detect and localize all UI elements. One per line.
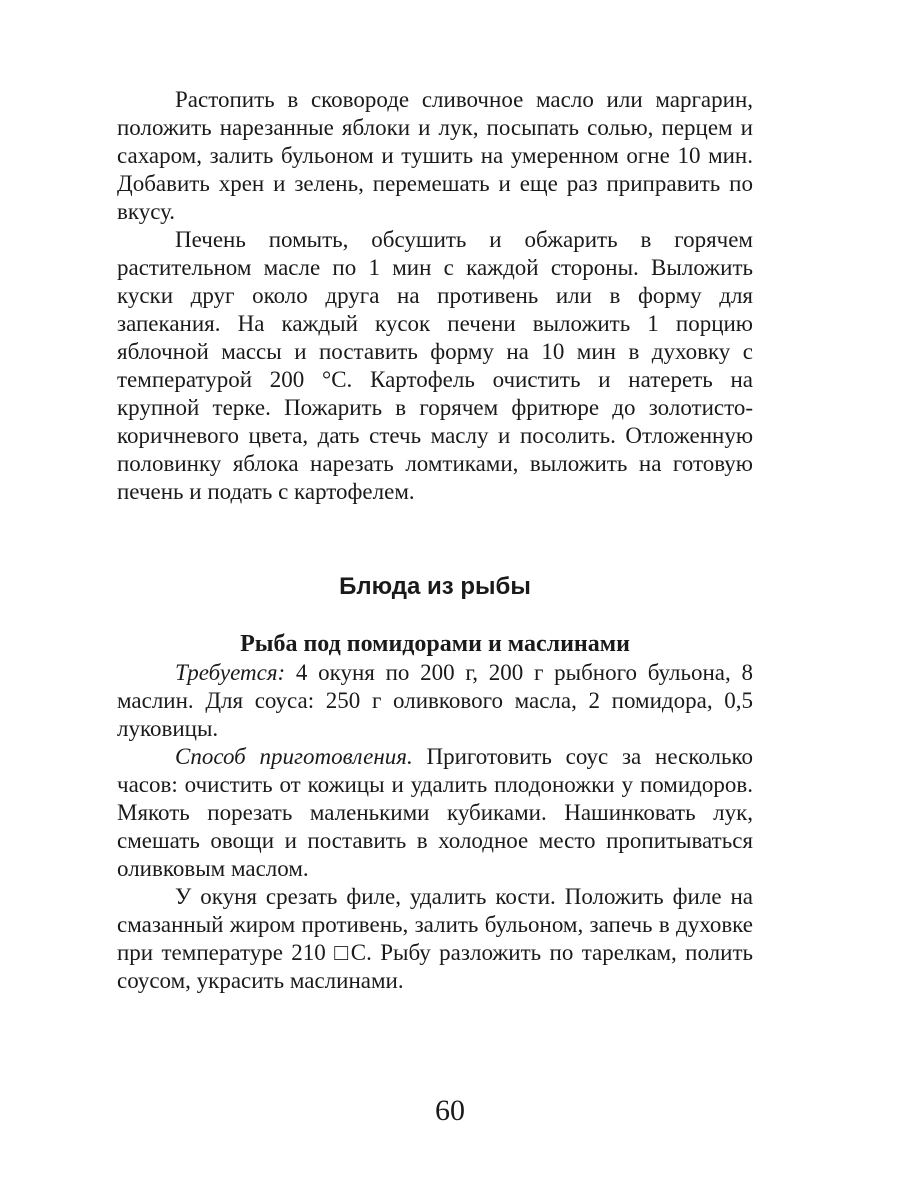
ingredients-label: Требуется: — [175, 660, 286, 685]
ingredients-text: 4 окуня по 200 г, 200 г рыбного бульона, 8 маслин. Для соуса: 250 г оливкового масла, 2 помидора, 0,5 луковицы. — [117, 660, 753, 741]
intro-paragraph-2: Печень помыть, обсушить и обжарить в горячем растительном масле по 1 мин с каждой стороны. Выложить куски друг около друга на противень или в форму для запекания. На каждый кусок печени выложить 1 порцию яблочной массы и поставить форму на 10 мин в духовку с температурой 200 °С. Картофель очистить и натереть на крупной терке. Пожарить в горячем фритюре до золотисто-коричневого цвета, дать стечь маслу и посолить. Отложенную половинку яблока нарезать ломтиками, выложить на готовую печень и подать с картофелем. — [117, 227, 753, 504]
method-label: Способ приготовления. — [175, 744, 413, 769]
ingredients-paragraph — [117, 659, 753, 743]
page-number: 60 — [435, 1094, 465, 1127]
section-heading: Блюда из рыбы — [339, 573, 531, 600]
final-paragraph: У окуня срезать филе, удалить кости. Положить филе на смазанный жиром противень, залить бульоном, запечь в духовке при температуре 210 □С. Рыбу разложить по тарелкам, полить соусом, украсить маслинами. — [117, 884, 753, 993]
recipe-title: Рыба под помидорами и маслинами — [240, 631, 630, 657]
method-text: Приготовить соус за несколько часов: очистить от кожицы и удалить плодоножки у помидоров. Мякоть порезать маленькими кубиками. Нашинковать лук, смешать овощи и поставить в холодное место пропитываться оливковым маслом. — [117, 744, 753, 881]
intro-paragraph-1: Растопить в сковороде сливочное масло или маргарин, положить нарезанные яблоки и лук, посыпать солью, перцем и сахаром, залить бульоном и тушить на умеренном огне 10 мин. Добавить хрен и зелень, перемешать и еще раз приправить по вкусу. — [117, 87, 753, 224]
method-paragraph — [117, 743, 753, 883]
page-body — [117, 86, 753, 995]
